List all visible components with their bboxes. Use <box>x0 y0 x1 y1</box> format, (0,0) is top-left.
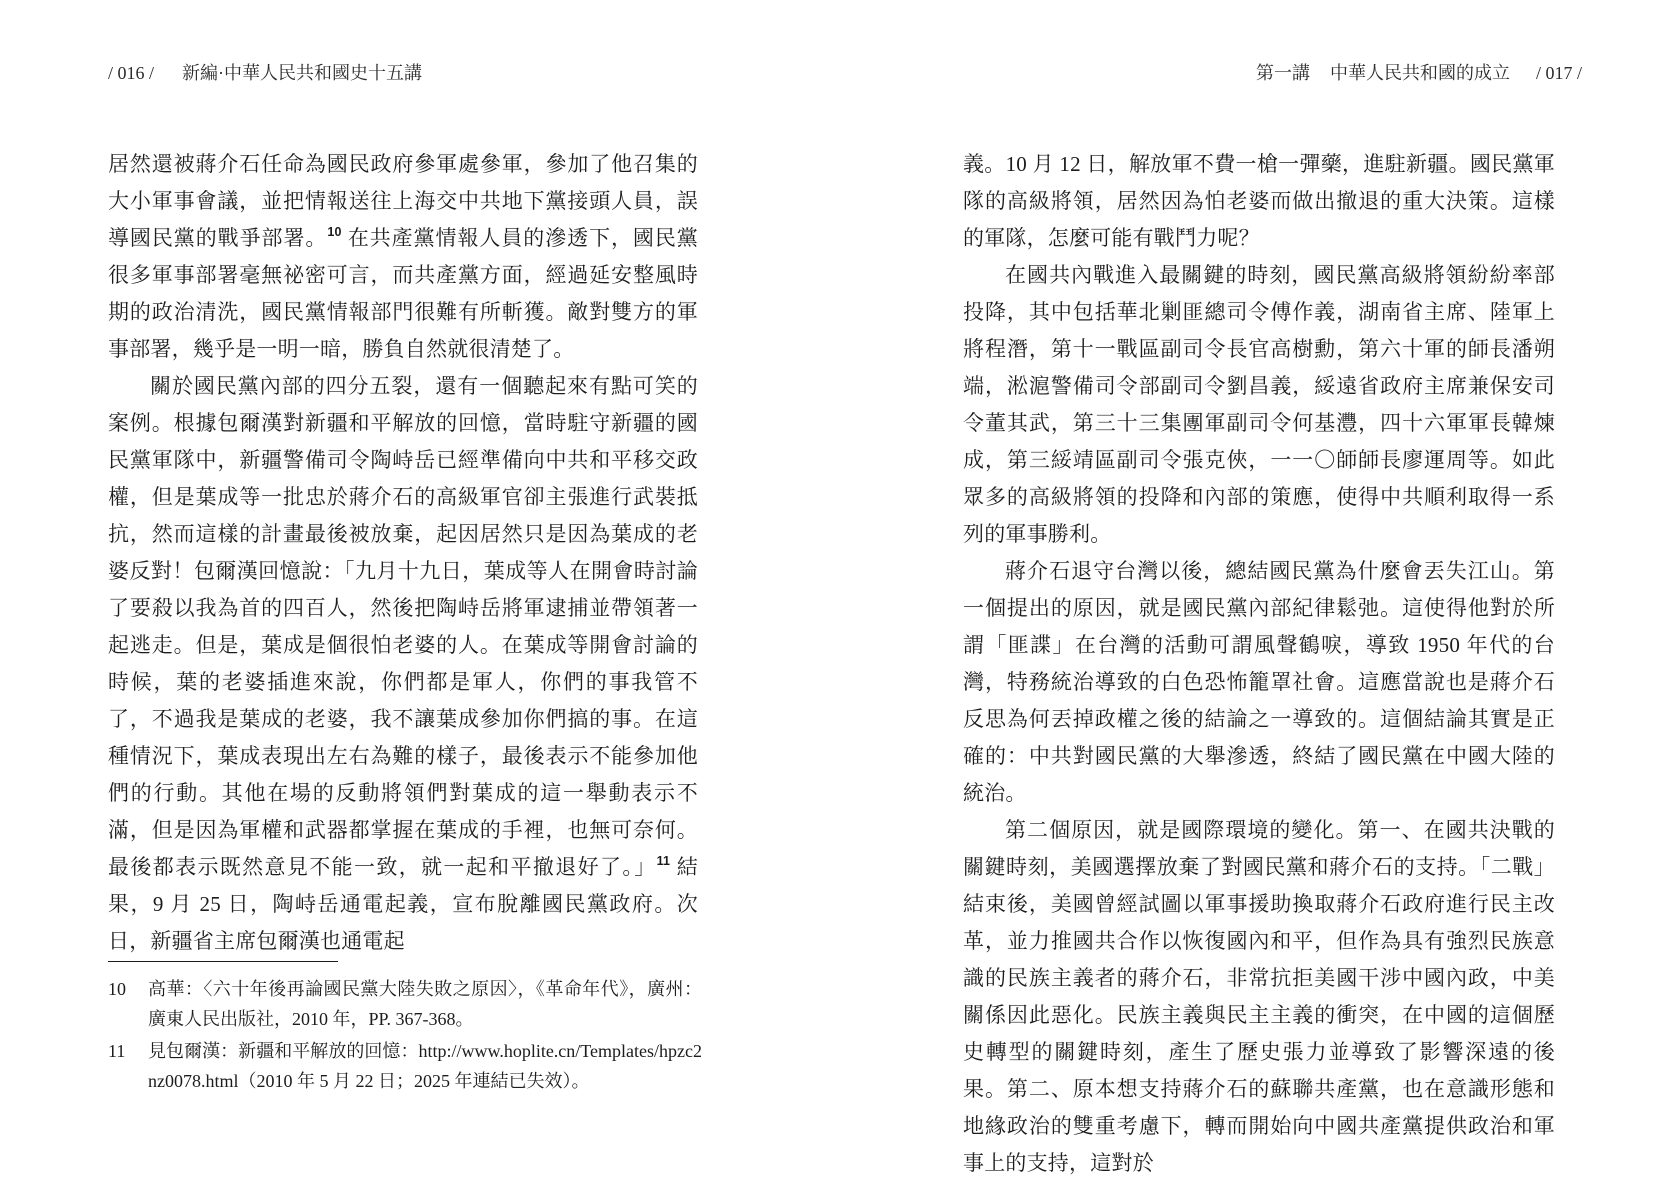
footnote <box>108 1036 702 1096</box>
paragraph: 關於國民黨內部的四分五裂，還有一個聽起來有點可笑的案例。根據包爾漢對新疆和平解放的回憶，當時駐守新疆的國民黨軍隊中，新疆警備司令陶峙岳已經準備向中共和平移交政權，但是葉成等一批忠於蔣介石的高級軍官卻主張進行武裝抵抗，然而這樣的計畫最後被放棄，起因居然只是因為葉成的老婆反對！包爾漢回憶說：「九月十九日，葉成等人在開會時討論了要殺以我為首的四百人，然後把陶峙岳將軍逮捕並帶領著一起逃走。但是，葉成是個很怕老婆的人。在葉成等開會討論的時候，葉的老婆插進來說，你們都是軍人，你們的事我管不了，不過我是葉成的老婆，我不讓葉成參加你們搞的事。在這種情況下，葉成表現出左右為難的樣子，最後表示不能參加他們的行動。其他在場的反動將領們對葉成的這一舉動表示不滿，但是因為軍權和武器都掌握在葉成的手裡，也無可奈何。最後都表示既然意見不能一致，就一起和平撤退好了。」$^{11}$ 結果，9 月 25 日，陶峙岳通電起義，宣布脫離國民黨政府。次日，新疆省主席包爾漢也通電起 <box>108 374 698 953</box>
footnote-text: 高華：〈六十年後再論國民黨大陸失敗之原因〉，《革命年代》，廣州：廣東人民出版社，2010 年，PP. 367-368。 <box>148 979 702 1029</box>
paragraph: 在國共內戰進入最關鍵的時刻，國民黨高級將領紛紛率部投降，其中包括華北剿匪總司令傅作義，湖南省主席、陸軍上將程潛，第十一戰區副司令長官高樹勳，第六十軍的師長潘朔端，淞滬警備司令部副司令劉昌義，綏遠省政府主席兼保安司令董其武，第三十三集團軍副司令何基灃，四十六軍軍長韓煉成，第三綏靖區副司令張克俠，一一〇師師長廖運周等。如此眾多的高級將領的投降和內部的策應，使得中共順利取得一系列的軍事勝利。 <box>963 263 1555 546</box>
paragraph: 居然還被蔣介石任命為國民政府參軍處參軍，參加了他召集的大小軍事會議，並把情報送往上海交中共地下黨接頭人員，誤導國民黨的戰爭部署。$^{10}$ 在共產黨情報人員的滲透下，國民黨很多軍事部署毫無祕密可言，而共產黨方面，經過延安整風時期的政治清洗，國民黨情報部門很難有所斬獲。敵對雙方的軍事部署，幾乎是一明一暗，勝負自然就很清楚了。 <box>108 152 699 361</box>
right-page-body <box>963 146 1555 1182</box>
paragraph: 蔣介石退守台灣以後，總結國民黨為什麼會丟失江山。第一個提出的原因，就是國民黨內部紀律鬆弛。這使得他對於所謂「匪諜」在台灣的活動可謂風聲鶴唳，導致 1950 年代的台灣，特務統治導致的白色恐怖籠罩社會。這應當說也是蔣介石反思為何丟掉政權之後的結論之一導致的。這個結論其實是正確的：中共對國民黨的大舉滲透，終結了國民黨在中國大陸的統治。 <box>963 559 1555 805</box>
footnote-number: 11 <box>108 1041 126 1061</box>
footnote-separator <box>108 961 338 962</box>
footnote-section <box>108 974 702 1098</box>
right-running-title: 中華人民共和國的成立 <box>1329 63 1510 83</box>
footnote-number: 10 <box>108 979 126 999</box>
right-page-number: / 017 / <box>1535 63 1582 83</box>
paragraph: 義。10 月 12 日，解放軍不費一槍一彈藥，進駐新疆。國民黨軍隊的高級將領，居然因為怕老婆而做出撤退的重大決策。這樣的軍隊，怎麼可能有戰鬥力呢？ <box>963 152 1555 250</box>
right-page-header <box>1256 60 1582 86</box>
left-page-body <box>108 146 698 960</box>
left-page-header <box>108 60 422 86</box>
left-page-number: / 016 / <box>108 63 155 83</box>
chapter-label: 第一講 <box>1255 63 1310 83</box>
paragraph: 第二個原因，就是國際環境的變化。第一、在國共決戰的關鍵時刻，美國選擇放棄了對國民黨和蔣介石的支持。「二戰」結束後，美國曾經試圖以軍事援助換取蔣介石政府進行民主改革，並力推國共合作以恢復國內和平，但作為具有強烈民族意識的民族主義者的蔣介石，非常抗拒美國干涉中國內政，中美關係因此惡化。民族主義與民主主義的衝突，在中國的這個歷史轉型的關鍵時刻，產生了歷史張力並導致了影響深遠的後果。第二、原本想支持蔣介石的蘇聯共產黨，也在意識形態和地緣政治的雙重考慮下，轉而開始向中國共產黨提供政治和軍事上的支持，這對於 <box>963 818 1555 1175</box>
footnote <box>108 974 702 1034</box>
footnote-marker: 10 <box>327 225 342 239</box>
footnote-marker: 11 <box>656 854 671 868</box>
left-running-title: 新編·中華人民共和國史十五講 <box>182 63 423 83</box>
footnote-text: 見包爾漢：新疆和平解放的回憶：http://www.hoplite.cn/Templates/hpzc2nz0078.html（2010 年 5 月 22 日；2025 年連結已失效）。 <box>148 1041 702 1091</box>
